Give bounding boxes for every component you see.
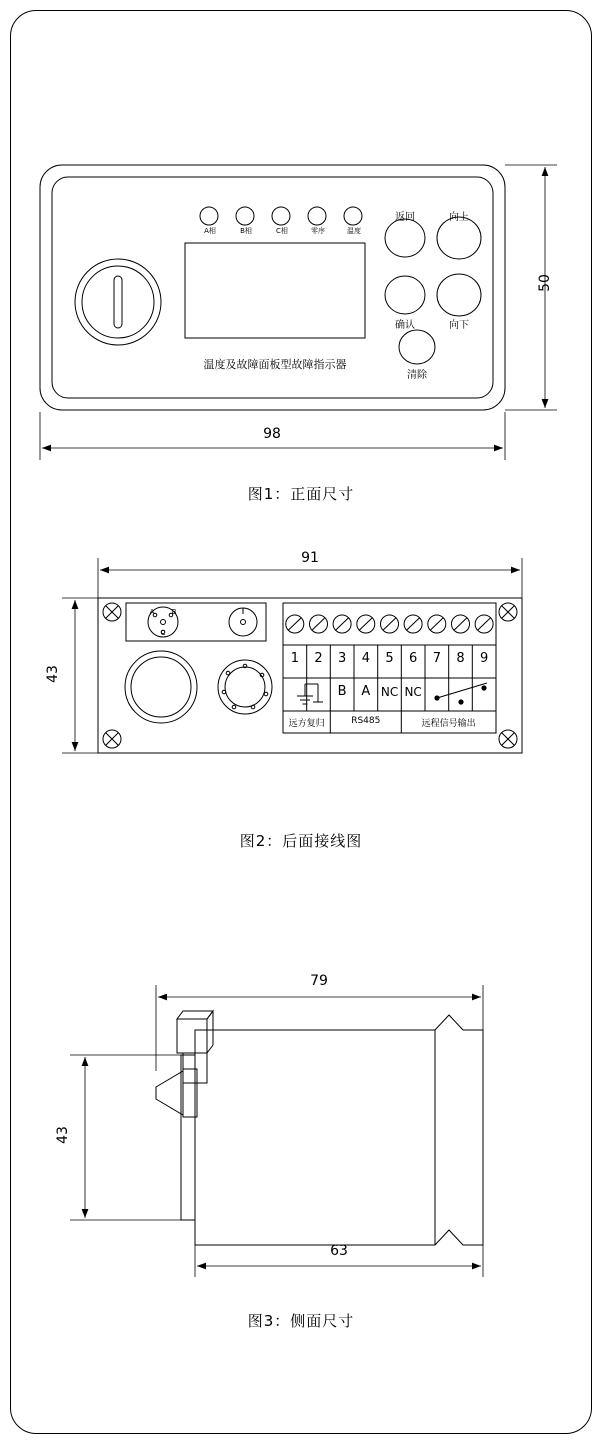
button-label-down: 向下 [449,320,469,331]
terminal-number-8: 8 [456,651,465,666]
led-label-a: A相 [204,227,216,235]
connector-pin-label-b: B [171,608,177,616]
terminal-function-3: B [337,684,347,699]
terminal-number-7: 7 [432,651,441,666]
dimension-value-top-79: 79 [310,973,328,989]
group-label-remote-reset: 远方复归 [288,719,325,729]
connector-pin-label-a: A [149,608,155,616]
button-label-clear: 清除 [407,370,427,381]
dimension-value-bottom-63: 63 [330,1243,348,1259]
dimension-value-side-height-43: 43 [55,1126,71,1144]
terminal-number-1: 1 [290,651,299,666]
terminal-number-2: 2 [314,651,323,666]
figure-2-rear-wiring [0,550,602,820]
button-label-up: 向上 [449,212,469,223]
device-model-label: 温度及故障面板型故障指示器 [203,358,347,371]
terminal-number-5: 5 [385,651,394,666]
led-label-temperature: 温度 [347,227,361,235]
button-label-back: 返回 [395,212,415,223]
figure-3-caption: 图3：侧面尺寸 [247,1312,355,1330]
figure-1-front-view [0,130,602,470]
dimension-value-height-50: 50 [537,274,553,292]
led-label-b: B相 [240,227,252,235]
led-label-c: C相 [276,227,288,235]
terminal-number-4: 4 [361,651,370,666]
dimension-value-width-91: 91 [301,550,319,566]
figure-2-caption: 图2：后面接线图 [239,832,363,850]
led-label-zero-sequence: 零序 [311,227,325,235]
terminal-function-6: NC [404,685,422,699]
dimension-value-width-98: 98 [263,426,281,442]
group-label-rs485: RS485 [351,716,381,726]
terminal-number-3: 3 [338,651,347,666]
terminal-number-6: 6 [409,651,418,666]
button-label-confirm: 确认 [395,320,415,331]
terminal-function-5: NC [380,685,399,699]
connector-pin-label-c: C [160,629,166,637]
group-label-remote-signal-output: 远程信号输出 [421,719,476,729]
terminal-function-4: A [361,684,371,699]
figure-1-caption: 图1：正面尺寸 [247,485,355,503]
dimension-value-height-43: 43 [45,665,61,683]
figure-3-side-view [0,955,602,1295]
terminal-number-9: 9 [480,651,489,666]
